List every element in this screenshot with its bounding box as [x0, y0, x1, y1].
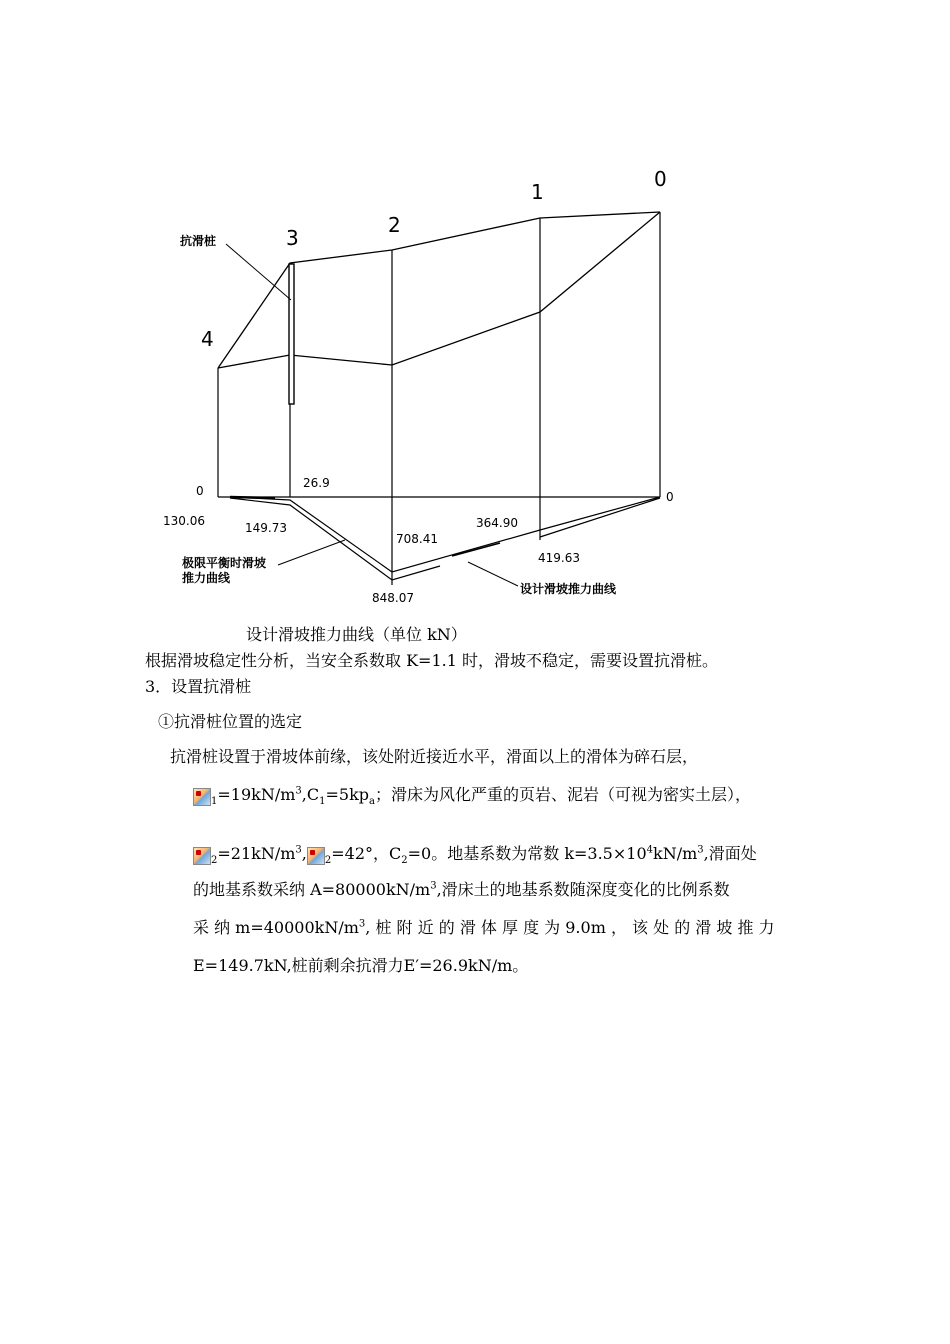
body-line-2: $_1=19kN/m^3,C_1=5kp_a$；滑床为风化严重的页岩、泥岩（可视为密实土层），	[193, 784, 751, 806]
section-label-1: 1	[531, 180, 544, 204]
design-thrust-curve-segment	[452, 543, 500, 556]
design-curve-leader-line	[468, 562, 518, 586]
paragraph-stability: 根据滑坡稳定性分析，当安全系数取 K=1.1 时，滑坡不稳定，需要设置抗滑桩。	[145, 651, 718, 670]
body-line-1: 抗滑桩设置于滑坡体前缘，该处附近接近水平，滑面以上的滑体为碎石层，	[170, 747, 699, 766]
section-label-2: 2	[388, 213, 401, 237]
pile-leader-line	[226, 244, 291, 300]
value-label-419-63: 419.63	[538, 551, 580, 565]
body-line-3: $_2=21kN/m^3$, $_2$=42°，$C_2=0$。地基系数为常数 $k=3.5\times 10^4kN/m^3$,滑面处	[193, 843, 757, 865]
limit-curve-leader-line	[278, 540, 345, 565]
section-label-4: 4	[201, 327, 214, 351]
body-line-6: E=149.7kN,桩前剩余抗滑力E′=26.9kN/m。	[193, 956, 529, 975]
subheading-pile-position: ①抗滑桩位置的选定	[158, 712, 303, 731]
body-line-4: 的地基系数采纳 $A=80000kN/m^3$,滑床土的地基系数随深度变化的比例系数	[193, 880, 730, 899]
landslide-thrust-diagram	[0, 0, 950, 620]
value-label-26-9: 26.9	[303, 476, 330, 490]
heading-set-pile: 3．设置抗滑桩	[145, 677, 252, 696]
value-label-0-right: 0	[666, 490, 674, 504]
value-label-708-41: 708.41	[396, 532, 438, 546]
annotation-anti-slide-pile: 抗滑桩	[180, 234, 217, 248]
value-label-848-07: 848.07	[372, 591, 414, 605]
value-label-364-90: 364.90	[476, 516, 518, 530]
anti-slide-pile	[289, 264, 294, 404]
value-label-149-73: 149.73	[245, 521, 287, 535]
slip-surface-line	[218, 212, 660, 368]
annotation-design-curve: 设计滑坡推力曲线	[520, 582, 617, 596]
broken-image-icon	[307, 847, 325, 865]
value-label-130-06: 130.06	[163, 514, 205, 528]
design-thrust-curve-segment	[540, 498, 660, 537]
annotation-limit-curve-line1: 极限平衡时滑坡	[182, 556, 267, 570]
annotation-limit-curve-line2: 推力曲线	[182, 571, 231, 585]
figure-caption: 设计滑坡推力曲线（单位 kN）	[246, 625, 467, 644]
section-label-3: 3	[286, 226, 299, 250]
thrust-bar-front	[230, 497, 275, 498]
broken-image-icon	[193, 788, 211, 806]
value-label-0-left: 0	[196, 484, 204, 498]
broken-image-icon	[193, 847, 211, 865]
section-label-0: 0	[654, 167, 667, 191]
body-line-5: 采 纳 $m=40000kN/m^3$, 桩 附 近 的 滑 体 厚 度 为 9.0m ， 该 处 的 滑 坡 推 力	[193, 918, 775, 937]
slope-surface-line	[218, 212, 660, 368]
